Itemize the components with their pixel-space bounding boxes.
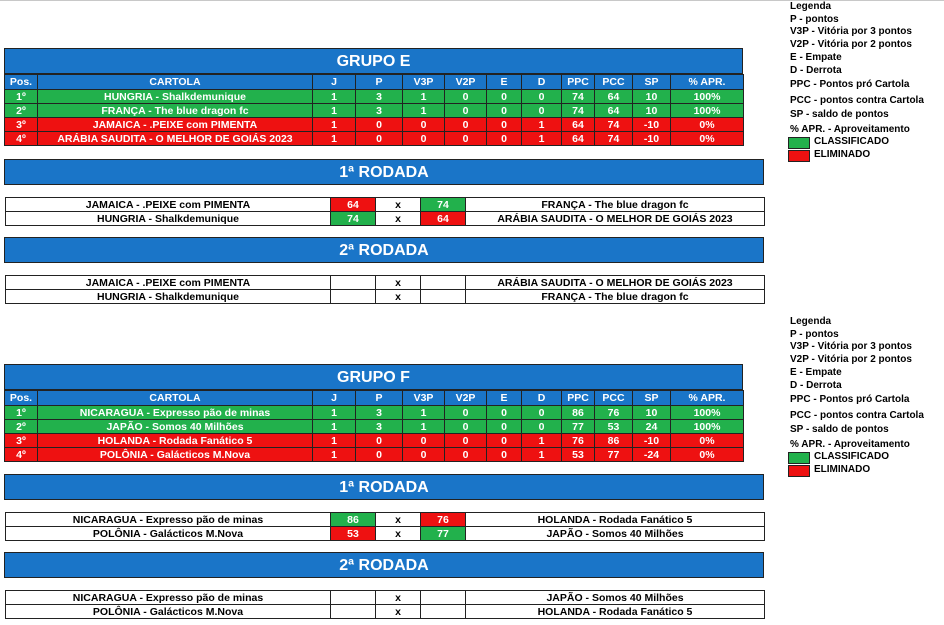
eliminated-swatch	[788, 150, 810, 162]
away-team: ARÁBIA SAUDITA - O MELHOR DE GOIÁS 2023	[466, 276, 765, 290]
away-score: 76	[421, 513, 466, 527]
e-cell: 0	[487, 420, 522, 434]
j-cell: 1	[313, 118, 356, 132]
legend-classified	[790, 136, 944, 149]
cartola-cell: FRANÇA - The blue dragon fc	[38, 104, 313, 118]
e-cell: 0	[487, 118, 522, 132]
standings-table	[4, 74, 744, 146]
v2p-cell: 0	[445, 434, 487, 448]
v3p-cell: 1	[403, 420, 445, 434]
col-header-sp: SP	[633, 75, 671, 90]
away-team: HOLANDA - Rodada Fanático 5	[466, 513, 765, 527]
home-score: 53	[331, 527, 376, 541]
pcc-cell: 76	[595, 406, 633, 420]
col-header-p: P	[356, 391, 403, 406]
legend-item: P - pontos	[790, 328, 839, 340]
classified-swatch	[788, 137, 810, 149]
col-header-v3p: V3P	[403, 391, 445, 406]
v3p-cell: 1	[403, 406, 445, 420]
legend-item: PCC - pontos contra Cartola	[790, 409, 924, 421]
versus-separator: x	[376, 527, 421, 541]
standings-table	[4, 390, 744, 462]
v3p-cell: 0	[403, 434, 445, 448]
sp-cell: 24	[633, 420, 671, 434]
j-cell: 1	[313, 132, 356, 146]
ppc-cell: 53	[562, 448, 595, 462]
table-row	[5, 104, 744, 118]
j-cell: 1	[313, 406, 356, 420]
round-title: 2ª RODADA	[4, 552, 764, 578]
p-cell: 3	[356, 406, 403, 420]
table-row	[5, 118, 744, 132]
v2p-cell: 0	[445, 90, 487, 104]
col-header-p: P	[356, 75, 403, 90]
col-header-sp: SP	[633, 391, 671, 406]
eliminated-label: ELIMINADO	[814, 464, 871, 476]
legend-title: Legenda	[790, 316, 832, 327]
apr-cell: 0%	[671, 434, 744, 448]
col-header-apr: % APR.	[671, 75, 744, 90]
v2p-cell: 0	[445, 104, 487, 118]
match-row	[6, 605, 765, 619]
round-title: 1ª RODADA	[4, 159, 764, 185]
legend-panel	[790, 1, 944, 162]
cartola-cell: ARÁBIA SAUDITA - O MELHOR DE GOIÁS 2023	[38, 132, 313, 146]
ppc-cell: 64	[562, 132, 595, 146]
col-header-v2p: V2P	[445, 391, 487, 406]
col-header-d: D	[522, 75, 562, 90]
pcc-cell: 74	[595, 132, 633, 146]
pos-cell: 3º	[5, 434, 38, 448]
pcc-cell: 86	[595, 434, 633, 448]
pos-cell: 3º	[5, 118, 38, 132]
col-header-v2p: V2P	[445, 75, 487, 90]
legend-item: V3P - Vitória por 3 pontos	[790, 26, 912, 37]
round-title: 1ª RODADA	[4, 474, 764, 500]
match-row	[6, 591, 765, 605]
away-team: JAPÃO - Somos 40 Milhões	[466, 527, 765, 541]
apr-cell: 100%	[671, 420, 744, 434]
cartola-cell: NICARAGUA - Expresso pão de minas	[38, 406, 313, 420]
legend-item: D - Derrota	[790, 379, 842, 391]
table-row	[5, 132, 744, 146]
e-cell: 0	[487, 448, 522, 462]
sp-cell: 10	[633, 406, 671, 420]
sp-cell: 10	[633, 90, 671, 104]
col-header-pos: Pos.	[5, 391, 38, 406]
p-cell: 0	[356, 448, 403, 462]
home-score	[331, 290, 376, 304]
v2p-cell: 0	[445, 420, 487, 434]
legend-item: PPC - Pontos pró Cartola	[790, 79, 910, 90]
col-header-cartola: CARTOLA	[38, 75, 313, 90]
versus-separator: x	[376, 605, 421, 619]
col-header-ppc: PPC	[562, 75, 595, 90]
away-score: 77	[421, 527, 466, 541]
p-cell: 0	[356, 434, 403, 448]
versus-separator: x	[376, 290, 421, 304]
legend-item: PPC - Pontos pró Cartola	[790, 394, 910, 405]
legend-classified	[790, 451, 944, 464]
group-title: GRUPO F	[4, 364, 743, 390]
home-team: NICARAGUA - Expresso pão de minas	[6, 591, 331, 605]
col-header-pos: Pos.	[5, 75, 38, 90]
col-header-pcc: PCC	[595, 75, 633, 90]
cartola-cell: HOLANDA - Rodada Fanático 5	[38, 434, 313, 448]
pos-cell: 4º	[5, 448, 38, 462]
ppc-cell: 86	[562, 406, 595, 420]
away-team: JAPÃO - Somos 40 Milhões	[466, 591, 765, 605]
apr-cell: 100%	[671, 90, 744, 104]
j-cell: 1	[313, 420, 356, 434]
d-cell: 1	[522, 434, 562, 448]
home-team: HUNGRIA - Shalkdemunique	[6, 212, 331, 226]
pos-cell: 1º	[5, 90, 38, 104]
classified-swatch	[788, 452, 810, 464]
legend-item: V2P - Vitória por 2 pontos	[790, 353, 912, 365]
away-team: FRANÇA - The blue dragon fc	[466, 198, 765, 212]
home-team: NICARAGUA - Expresso pão de minas	[6, 513, 331, 527]
home-score	[331, 591, 376, 605]
ppc-cell: 74	[562, 104, 595, 118]
sp-cell: -10	[633, 434, 671, 448]
away-team: ARÁBIA SAUDITA - O MELHOR DE GOIÁS 2023	[466, 212, 765, 226]
table-row	[5, 90, 744, 104]
away-score	[421, 290, 466, 304]
legend-title: Legenda	[790, 1, 832, 12]
legend-item: E - Empate	[790, 52, 842, 63]
versus-separator: x	[376, 513, 421, 527]
p-cell: 3	[356, 104, 403, 118]
table-row	[5, 420, 744, 434]
match-table	[5, 275, 765, 304]
col-header-apr: % APR.	[671, 391, 744, 406]
d-cell: 0	[522, 104, 562, 118]
col-header-v3p: V3P	[403, 75, 445, 90]
group-e-standings	[4, 48, 743, 146]
p-cell: 3	[356, 420, 403, 434]
j-cell: 1	[313, 104, 356, 118]
p-cell: 3	[356, 90, 403, 104]
p-cell: 0	[356, 132, 403, 146]
col-header-e: E	[487, 391, 522, 406]
legend-item: E - Empate	[790, 367, 842, 378]
away-score	[421, 591, 466, 605]
legend-item: SP - saldo de pontos	[790, 424, 889, 435]
match-row	[6, 198, 765, 212]
v3p-cell: 0	[403, 132, 445, 146]
table-row	[5, 448, 744, 462]
pcc-cell: 53	[595, 420, 633, 434]
d-cell: 0	[522, 90, 562, 104]
eliminated-swatch	[788, 465, 810, 477]
match-row	[6, 276, 765, 290]
match-table	[5, 197, 765, 226]
cartola-cell: JAPÃO - Somos 40 Milhões	[38, 420, 313, 434]
d-cell: 1	[522, 448, 562, 462]
pos-cell: 4º	[5, 132, 38, 146]
ppc-cell: 74	[562, 90, 595, 104]
e-cell: 0	[487, 90, 522, 104]
col-header-j: J	[313, 391, 356, 406]
legend-item: % APR. - Aproveitamento	[790, 438, 910, 450]
j-cell: 1	[313, 448, 356, 462]
match-row	[6, 212, 765, 226]
legend-eliminated	[790, 464, 944, 477]
apr-cell: 100%	[671, 406, 744, 420]
home-score: 74	[331, 212, 376, 226]
d-cell: 1	[522, 118, 562, 132]
e-cell: 0	[487, 406, 522, 420]
legend-item: V2P - Vitória por 2 pontos	[790, 38, 912, 50]
d-cell: 0	[522, 406, 562, 420]
pcc-cell: 64	[595, 90, 633, 104]
d-cell: 0	[522, 420, 562, 434]
home-score	[331, 276, 376, 290]
pos-cell: 2º	[5, 104, 38, 118]
j-cell: 1	[313, 90, 356, 104]
ppc-cell: 64	[562, 118, 595, 132]
v3p-cell: 0	[403, 118, 445, 132]
col-header-cartola: CARTOLA	[38, 391, 313, 406]
ppc-cell: 76	[562, 434, 595, 448]
home-team: HUNGRIA - Shalkdemunique	[6, 290, 331, 304]
away-team: HOLANDA - Rodada Fanático 5	[466, 605, 765, 619]
sp-cell: -10	[633, 132, 671, 146]
v2p-cell: 0	[445, 448, 487, 462]
d-cell: 1	[522, 132, 562, 146]
apr-cell: 100%	[671, 104, 744, 118]
eliminated-label: ELIMINADO	[814, 149, 871, 161]
standings-header-row	[5, 391, 744, 406]
group-f-standings	[4, 364, 743, 462]
cartola-cell: JAMAICA - .PEIXE com PIMENTA	[38, 118, 313, 132]
col-header-pcc: PCC	[595, 391, 633, 406]
match-table	[5, 590, 765, 619]
pcc-cell: 77	[595, 448, 633, 462]
table-row	[5, 434, 744, 448]
pcc-cell: 74	[595, 118, 633, 132]
standings-header-row	[5, 75, 744, 90]
away-team: FRANÇA - The blue dragon fc	[466, 290, 765, 304]
legend-item: D - Derrota	[790, 64, 842, 76]
sp-cell: -10	[633, 118, 671, 132]
v3p-cell: 0	[403, 448, 445, 462]
j-cell: 1	[313, 434, 356, 448]
p-cell: 0	[356, 118, 403, 132]
pos-cell: 2º	[5, 420, 38, 434]
home-score: 86	[331, 513, 376, 527]
cartola-cell: HUNGRIA - Shalkdemunique	[38, 90, 313, 104]
match-row	[6, 290, 765, 304]
pcc-cell: 64	[595, 104, 633, 118]
away-score	[421, 276, 466, 290]
col-header-e: E	[487, 75, 522, 90]
sp-cell: -24	[633, 448, 671, 462]
apr-cell: 0%	[671, 132, 744, 146]
round-title: 2ª RODADA	[4, 237, 764, 263]
home-team: JAMAICA - .PEIXE com PIMENTA	[6, 276, 331, 290]
e-cell: 0	[487, 132, 522, 146]
versus-separator: x	[376, 198, 421, 212]
home-team: JAMAICA - .PEIXE com PIMENTA	[6, 198, 331, 212]
group-title: GRUPO E	[4, 48, 743, 74]
col-header-ppc: PPC	[562, 391, 595, 406]
home-score	[331, 605, 376, 619]
table-row	[5, 406, 744, 420]
apr-cell: 0%	[671, 118, 744, 132]
e-cell: 0	[487, 104, 522, 118]
versus-separator: x	[376, 276, 421, 290]
v3p-cell: 1	[403, 90, 445, 104]
home-team: POLÔNIA - Galácticos M.Nova	[6, 605, 331, 619]
legend-panel	[790, 316, 944, 477]
home-team: POLÔNIA - Galácticos M.Nova	[6, 527, 331, 541]
away-score: 74	[421, 198, 466, 212]
apr-cell: 0%	[671, 448, 744, 462]
legend-item: SP - saldo de pontos	[790, 109, 889, 120]
v2p-cell: 0	[445, 118, 487, 132]
classified-label: CLASSIFICADO	[814, 451, 889, 463]
cartola-cell: POLÔNIA - Galácticos M.Nova	[38, 448, 313, 462]
versus-separator: x	[376, 591, 421, 605]
away-score	[421, 605, 466, 619]
legend-eliminated	[790, 149, 944, 162]
v3p-cell: 1	[403, 104, 445, 118]
match-table	[5, 512, 765, 541]
col-header-j: J	[313, 75, 356, 90]
versus-separator: x	[376, 212, 421, 226]
legend-item: V3P - Vitória por 3 pontos	[790, 341, 912, 352]
home-score: 64	[331, 198, 376, 212]
sp-cell: 10	[633, 104, 671, 118]
match-row	[6, 513, 765, 527]
pos-cell: 1º	[5, 406, 38, 420]
legend-item: P - pontos	[790, 13, 839, 25]
away-score: 64	[421, 212, 466, 226]
legend-item: % APR. - Aproveitamento	[790, 123, 910, 135]
match-row	[6, 527, 765, 541]
e-cell: 0	[487, 434, 522, 448]
legend-item: PCC - pontos contra Cartola	[790, 94, 924, 106]
col-header-d: D	[522, 391, 562, 406]
v2p-cell: 0	[445, 132, 487, 146]
ppc-cell: 77	[562, 420, 595, 434]
classified-label: CLASSIFICADO	[814, 136, 889, 148]
v2p-cell: 0	[445, 406, 487, 420]
